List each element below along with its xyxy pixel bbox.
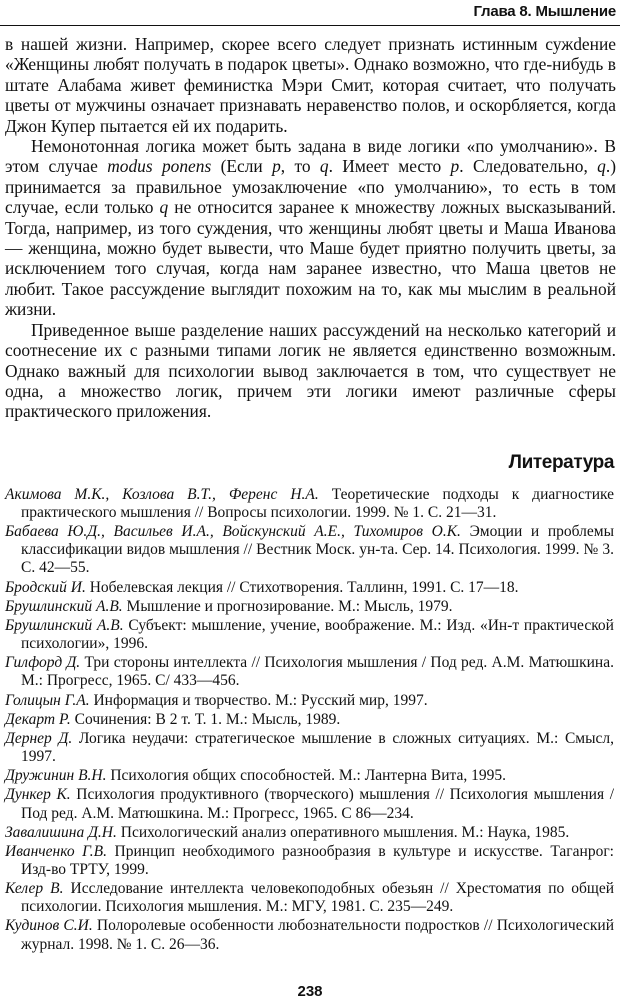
italic-term: q — [319, 156, 329, 177]
reference-item — [5, 824, 614, 842]
reference-author: Кудинов С.И. — [5, 917, 93, 935]
reference-author: Дункер К. — [5, 786, 71, 804]
reference-author: Брушлинский А.В. — [5, 597, 123, 615]
paragraph-1: в нашей жизни. Например, скорее всего следует признать истинным сужdение «Женщины любят получать в подарок цветы». Однако возможно, что где-нибудь в штате Алабама живет феминистка Мэри Смит, которая считает, что получать цветы от мужчины означает признавать неравенство полов, и оскорбляется, когда Джон Купер пытается ей их подарить. — [5, 34, 616, 136]
reference-item — [5, 486, 614, 522]
reference-item — [5, 692, 614, 710]
reference-author: Завалишина Д.Н. — [5, 823, 117, 841]
reference-item — [5, 767, 614, 785]
reference-text: Нобелевская лекция // Стихотворения. Таллинн, 1991. С. 17—18. — [85, 578, 519, 596]
reference-author: Брушлинский А.В. — [5, 617, 124, 635]
italic-term: q — [159, 197, 169, 218]
reference-text: Эмоции и проблемы классификации видов мышления // Вестник Моск. ун-та. Сер. 14. Психология. 1999. № 3. С. 42—55. — [21, 523, 614, 577]
reference-text: Исследование интеллекта человекоподобных обезьян // Хрестоматия по общей психологии. Психология мышления. М.: МГУ, 1981. С. 235—249. — [21, 880, 614, 916]
reference-author: Бродский И. — [5, 578, 86, 596]
reference-item — [5, 654, 614, 690]
reference-list — [5, 486, 614, 955]
reference-author: Голицын Г.А. — [5, 691, 90, 709]
reference-text: Теоретические подходы к диагностике практического мышления // Вопросы психологии. 1999. № 1. С. 21—31. — [21, 486, 615, 522]
reference-author: Дружинин В.Н. — [5, 767, 107, 785]
reference-text: Полоролевые особенности любознательности подростков // Психологический журнал. 1998. № 1. С. 26—36. — [21, 917, 614, 953]
reference-author: Дернер Д. — [5, 729, 73, 747]
reference-item — [5, 579, 614, 597]
reference-author: Иванченко Г.В. — [5, 842, 108, 860]
reference-item — [5, 617, 614, 653]
reference-text: Мышление и прогнозирование. М.: Мысль, 1979. — [122, 597, 453, 615]
main-text — [5, 34, 616, 422]
italic-term: q — [597, 156, 606, 177]
reference-author: Келер В. — [5, 880, 64, 898]
reference-item — [5, 786, 614, 822]
italic-term: p — [450, 156, 460, 177]
reference-item — [5, 730, 614, 766]
reference-text: Субъект: мышление, учение, воображение. М.: Изд. «Ин-т практической психологии», 1996. — [21, 617, 614, 653]
page-number: 238 — [297, 983, 323, 1000]
literature-heading: Литература — [508, 452, 614, 473]
reference-item — [5, 843, 614, 879]
header-divider — [0, 25, 620, 26]
paragraph-2: Немонотонная логика может быть задана в виде логики «по умолчанию». В этом случае modus ponens (Если p, то q. Имеет место p. Следовательно, q.) принимается за правильное умозаключение «по умолчанию», то есть в том случае, если только q не относится заранее к множеству ложных высказываний. Тогда, например, из того суждения, что женщины любят цветы и Маша Иванова — женщина, можно будет вывести, что Маше будет приятно получить цветы, за исключением того случая, когда нам заранее известно, что Маша цветов не любит. Такое рассуждение выглядит похожим на то, как мы мыслим в реальной жизни. — [5, 136, 616, 320]
running-header — [0, 0, 620, 28]
reference-text: Психологический анализ оперативного мышления. М.: Наука, 1985. — [116, 823, 570, 841]
reference-text: Принцип необходимого разнообразия в культуре и искусстве. Таганрог: Изд-во ТРТУ, 1999. — [21, 842, 614, 878]
reference-item — [5, 598, 614, 616]
reference-item — [5, 523, 614, 577]
reference-text: Психология продуктивного (творческого) мышления // Психология мышления / Под ред. А.М. Матюшкина. М.: Прогресс, 1965. С 86—234. — [21, 786, 614, 822]
reference-author: Акимова М.К., Козлова В.Т., Ференс Н.А. — [5, 486, 319, 503]
italic-term: p — [272, 156, 281, 177]
reference-item — [5, 711, 614, 729]
reference-text: Информация и творчество. М.: Русский мир, 1997. — [89, 691, 428, 709]
paragraph-3: Приведенное выше разделение наших рассуждений на несколько категорий и соотнесение их с разными типами логик не является единственно возможным. Однако важный для психологии вывод заключается в том, что существует не одна, а множество логик, причем эти логики имеют различные сферы практического приложения. — [5, 319, 616, 422]
reference-text: Психология общих способностей. М.: Лантерна Вита, 1995. — [106, 767, 506, 785]
reference-author: Декарт Р. — [5, 710, 71, 728]
reference-item — [5, 880, 614, 916]
chapter-title: Глава 8. Мышление — [473, 3, 616, 20]
italic-term: modus ponens — [107, 156, 212, 177]
reference-text: Три стороны интеллекта // Психология мышления / Под ред. А.М. Матюшкина. М.: Прогресс, 1965. С/ 433—456. — [21, 654, 614, 690]
reference-author: Бабаева Ю.Д., Васильев И.А., Войскунский А.Е., Тихомиров О.К. — [5, 523, 461, 541]
reference-text: Логика неудачи: стратегическое мышление в сложных ситуациях. М.: Смысл, 1997. — [21, 729, 614, 766]
reference-text: Сочинения: В 2 т. Т. 1. М.: Мысль, 1989. — [70, 710, 341, 728]
reference-item — [5, 917, 614, 953]
reference-author: Гилфорд Д. — [5, 654, 81, 672]
